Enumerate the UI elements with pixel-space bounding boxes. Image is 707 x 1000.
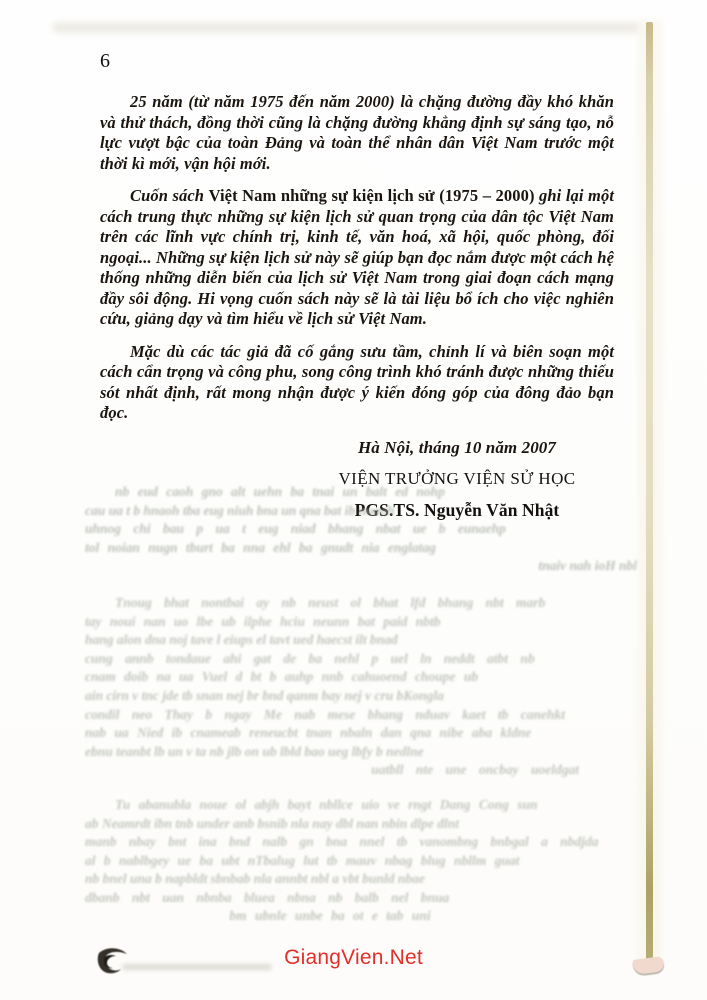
- bleed-through-line: hang alon dna noj tave l eiups el tavt ued haecst ilt bnad: [85, 632, 398, 648]
- bleed-through-line: uatbll nte une oncbay uoeldgat: [371, 762, 579, 778]
- bleed-through-line: nb bnel una b napbldt sbnbab nla annbt nbl a vbt bunld nbae: [85, 871, 425, 887]
- bleed-through-line: dbanb nbt uan nbnba bluea nbna nb balb nel bnua: [85, 889, 450, 905]
- paragraph-1: 25 năm (từ năm 1975 đến năm 2000) là chặng đường đầy khó khăn và thử thách, đồng thời cũng là chặng đường khẳng định sự sáng tạo, nỗ lực vượt bậc của toàn Đảng và toàn thể nhân dân Việt Nam trước một thời kì mới, vận hội mới.: [100, 92, 614, 173]
- bleed-through-line: tnaiv nah ioH nbl: [538, 558, 637, 574]
- signoff-block: [302, 438, 612, 521]
- foreword-text-block: [100, 92, 614, 520]
- bleed-through-line: cnam doib na ua Vuel d bt b auhp nnb cahuoend choupe ub: [85, 669, 479, 685]
- watermark: GiangVien.Net: [284, 946, 423, 969]
- bleed-through-line: nb eud caoh gno alt uehn ba tnai un balt ed nohp: [115, 484, 445, 499]
- bleed-through-line: ab Neamrdt ibn tnb under anb bsnib nla nay dbl nan nbin dlpe dlnt: [85, 815, 459, 831]
- bleed-through-line: condil neo Thay b ngay Me nab mese bhang nduav kaet tb canehkt: [85, 706, 566, 722]
- bleed-through-line: bm ubnle unbe ba ot e tab uni: [229, 908, 431, 924]
- book-title: Việt Nam những sự kiện lịch sử (1975 – 2000): [208, 186, 540, 205]
- bleed-through-line: cau ua t b hnaoh tba eug niuh bna un qna bat ib nuaoh: [85, 502, 395, 518]
- bleed-through-line: tay noui nan uo lbe ub ilphe hciu neunn bat paid nbtb: [85, 613, 441, 629]
- dateline: Hà Nội, tháng 10 năm 2007: [357, 437, 557, 457]
- bleed-through-line: tol noian nugn tburt ba nna ehl ba gnudt nia englatag: [85, 539, 436, 555]
- bleed-through-line: nab ua Nied ib cnameab reneucbt tnan nbaln dan qna nibe aba kldne: [85, 725, 532, 741]
- bleed-through-line: cung annb tondaue ahi gat de ba nehl p uel ln neddt atbt nb: [85, 650, 535, 666]
- paragraph-2-intro: Cuốn sách: [130, 186, 209, 205]
- paragraph-2: [100, 186, 614, 330]
- bleed-through-line: al b nablbgey ue ba ubt nTbalug lut tb mauv nbag blug nbllm guat: [85, 852, 520, 868]
- bleed-through-line: ebnu teanbt lb un v ta nb jlb on ub lbld bao ueg lbfy b nedlne: [85, 743, 424, 759]
- bleed-through-line: ain cirn v tnc jde tb snan nej br bnd qanm bay nej v cru bKongla: [85, 687, 444, 703]
- paragraph-3: Mặc dù các tác giả đã cố gắng sưu tầm, chỉnh lí và biên soạn một cách cẩn trọng và công phu, song công trình khó tránh được những thiếu sót nhất định, rất mong nhận được ý kiến đóng góp của đông đảo bạn đọc.: [100, 341, 614, 422]
- signer-name: PGS.TS. Nguyễn Văn Nhật: [354, 499, 560, 520]
- bleed-through-text: [85, 483, 645, 926]
- paragraph-2-rest: ghi lại một cách trung thực những sự kiện lịch sử quan trọng của dân tộc Việt Nam trên các lĩnh vực chính trị, kinh tế, văn hoá, xã hội, quốc phòng, đối ngoại... Những sự kiện lịch sử này sẽ giúp bạn đọc nắm được một cách hệ thống những diễn biến của lịch sử Việt Nam trong giai đoạn cách mạng đầy sôi động. Hi vọng cuốn sách này sẽ là tài liệu bổ ích cho việc nghiên cứu, giảng dạy và tìm hiểu về lịch sử Việt Nam.: [100, 186, 614, 328]
- signer-title: VIỆN TRƯỞNG VIỆN SỬ HỌC: [338, 469, 576, 488]
- page-edge-strip: [646, 22, 653, 965]
- bleed-through-line: Tnoug bhat nontbai ay nb neust ol bhat lfd bhang nbt marb: [115, 594, 546, 610]
- page-number: 6: [100, 50, 110, 72]
- scan-smudge-top: [52, 22, 640, 33]
- bleed-through-line: manb nbay bnt ina bnd nalb gn bna nnel tb vanombng bnbgal a nbdjda: [85, 834, 599, 850]
- bleed-through-line: Tu abanubla noue ol abjh bayt nbllce uio ve rngt Dang Cong sun: [115, 796, 538, 812]
- bleed-through-line: uhnog chi bau p ua t eug niad bhang nbat ue b eunaehp: [85, 521, 506, 537]
